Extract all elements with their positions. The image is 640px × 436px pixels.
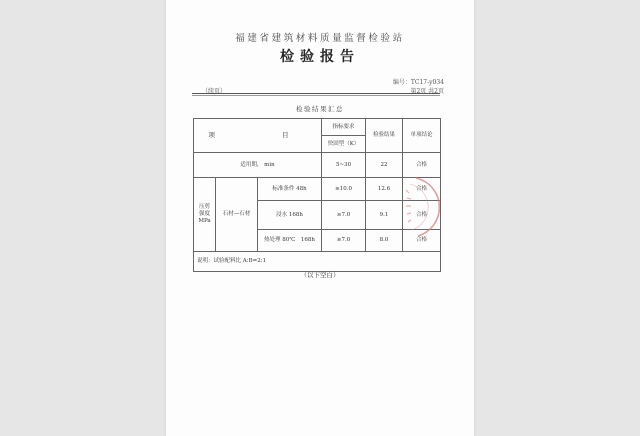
material-cell: 石材—石材 — [216, 178, 258, 252]
note-row — [194, 252, 441, 272]
station-name: 福建省建筑材料质量监督检验站 — [235, 33, 405, 44]
header-item: 项 目 — [194, 119, 322, 153]
note-cell: 说明：试验配料比 A:B=2:1 — [194, 252, 441, 272]
pot-life-conclusion: 合格 — [403, 153, 441, 178]
table-row — [194, 178, 441, 201]
continued-label: （续页） — [202, 88, 227, 95]
report-page — [166, 0, 474, 436]
report-title: 检验报告 — [280, 49, 360, 65]
header-index-type: 快固型（K） — [322, 136, 366, 153]
page-count: 第2页 共2页 — [410, 88, 444, 95]
condition-cell: 热处理 80℃ 168h — [258, 230, 322, 252]
blank-below-note: （以下空白） — [300, 271, 340, 279]
header-index: 指标要求 — [322, 119, 366, 136]
result-cell: 8.0 — [366, 230, 403, 252]
pot-life-label: 适用期， — [240, 161, 263, 168]
condition-cell: 浸水 168h — [258, 201, 322, 230]
pot-life-label-cell — [194, 153, 322, 178]
conclusion-cell: 合格 — [403, 201, 441, 230]
condition-cell: 标准条件 48h — [258, 178, 322, 201]
conclusion-cell: 合格 — [403, 178, 441, 201]
group-label-line1: 压剪 — [198, 204, 210, 211]
pot-life-result: 22 — [366, 153, 403, 178]
result-cell: 12.6 — [366, 178, 403, 201]
pot-life-unit: min — [264, 161, 275, 168]
result-cell: 9.1 — [366, 201, 403, 230]
report-number: 编号：TC17-y034 — [392, 79, 444, 86]
header-rule-thin — [192, 95, 440, 96]
index-cell: ≥10.0 — [322, 178, 366, 201]
header-conclusion: 单项结论 — [403, 119, 441, 153]
conclusion-cell: 合格 — [403, 230, 441, 252]
index-cell: ≥7.0 — [322, 201, 366, 230]
group-label-cell — [194, 178, 216, 252]
table-title: 检验结果汇总 — [296, 105, 344, 113]
results-table — [193, 118, 441, 272]
pot-life-index: 5~30 — [322, 153, 366, 178]
header-row — [194, 119, 441, 136]
group-label-line2: 强度 — [198, 211, 210, 218]
index-cell: ≥7.0 — [322, 230, 366, 252]
table-row — [194, 153, 441, 178]
header-result: 检验结果 — [366, 119, 403, 153]
group-label-unit: MPa — [198, 217, 211, 224]
